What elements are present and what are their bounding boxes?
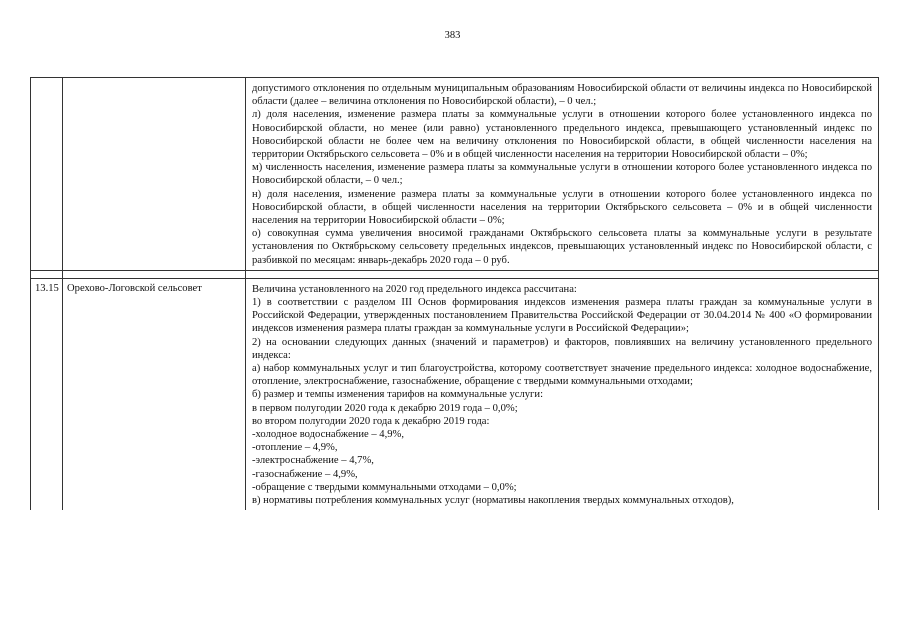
paragraph: л) доля населения, изменение размера платы за коммунальные услуги в отношении которого более установленного индекса по Новосибирской области, но менее (или равно) установленного предельного индекса, превышающего установленный индекс по Новосибирской области не более чем на величину отклонения по Новосибирской области, в общей численности населения на территории Октябрьского сельсовета – 0% и в общей численности населения на территории Новосибирской области – 0%; [252,109,872,161]
paragraph: -электроснабжение – 4,7%, [252,455,374,467]
paragraph: -обращение с твердыми коммунальными отходами – 0,0%; [252,481,517,493]
paragraph: в первом полугодии 2020 года к декабрю 2019 года – 0,0%; [252,402,518,414]
description-cell [246,278,879,510]
paragraph: 1) в соответствии с разделом III Основ формирования индексов изменения размера платы граждан за коммунальные услуги в Российской Федерации, утвержденных постановлением Правительства Российской Федерации от 30.04.2014 № 400 «О формировании индексов изменения размера платы граждан за коммунальные услуги в Российской Федерации»; [252,297,872,335]
paragraph: -холодное водоснабжение – 4,9%, [252,429,404,441]
paragraph: 2) на основании следующих данных (значений и параметров) и факторов, повлиявших на величину установленного предельного индекса: [252,336,872,361]
paragraph: б) размер и темпы изменения тарифов на коммунальные услуги: [252,389,544,401]
paragraph: м) численность населения, изменение размера платы за коммунальные услуги в отношении которого более установленного индекса по Новосибирской области, – 0 чел.; [252,162,872,187]
row-number-cell: 13.15 [31,278,63,510]
table-row [31,278,879,510]
paragraph: допустимого отклонения по отдельным муниципальным образованиям Новосибирской области от величины индекса по Новосибирской области (далее – величина отклонения по Новосибирской области), – 0 чел.; [252,83,872,108]
municipality-name-cell [63,78,246,271]
paragraph: во втором полугодии 2020 года к декабрю 2019 года: [252,415,490,427]
paragraph: о) совокупная сумма увеличения вносимой гражданами Октябрьского сельсовета платы за коммунальные услуги в результате установления по Октябрьскому сельсовету предельных индексов, превышающих установленный индекс по Новосибирской области, с разбивкой по месяцам: январь-декабрь 2020 года – 0 руб. [252,228,872,266]
paragraph: -газоснабжение – 4,9%, [252,468,358,480]
paragraph: Величина установленного на 2020 год предельного индекса рассчитана: [252,283,577,295]
document-table [30,77,879,510]
paragraph: в) нормативы потребления коммунальных услуг (нормативы накопления твердых коммунальных отходов), [252,495,734,507]
row-separator [31,270,879,278]
paragraph: н) доля населения, изменение размера платы за коммунальные услуги в отношении которого более установленного индекса по Новосибирской области, в общей численности населения на территории Октябрьского сельсовета – 0% и в общей численности населения на территории Новосибирской области – 0%; [252,188,872,227]
municipality-name-cell: Орехово-Логовской сельсовет [63,278,246,510]
paragraph: а) набор коммунальных услуг и тип благоустройства, которому соответствует значение предельного индекса: холодное водоснабжение, отопление, электроснабжение, газоснабжение, обращение с твердыми коммунальными отходами; [252,363,872,388]
description-cell [246,78,879,271]
paragraph: -отопление – 4,9%, [252,442,338,454]
page-number: 383 [444,30,461,41]
row-number-cell [31,78,63,271]
table-row [31,78,879,271]
